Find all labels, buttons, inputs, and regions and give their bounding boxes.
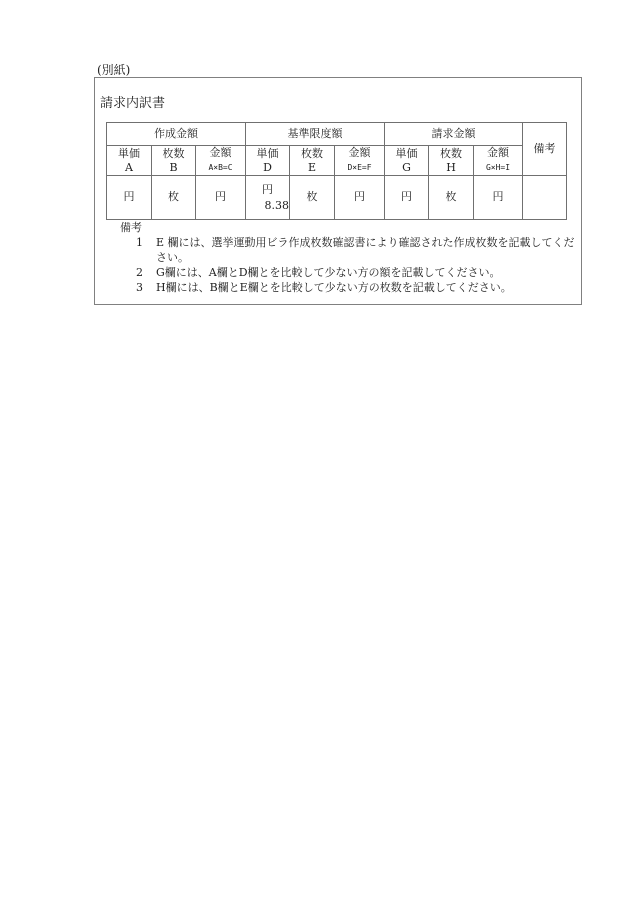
remarks-column-header: 備考 bbox=[523, 123, 567, 176]
cell-b: 枚 bbox=[152, 176, 196, 220]
cell-remarks bbox=[523, 176, 567, 220]
cell-e: 枚 bbox=[290, 176, 335, 220]
value-row bbox=[107, 176, 567, 220]
sub-header-row bbox=[107, 146, 567, 176]
subheader-unit-price-a: 単価 A bbox=[107, 146, 152, 176]
cell-g: 円 bbox=[385, 176, 429, 220]
cell-a: 円 bbox=[107, 176, 152, 220]
remarks-item-text: H欄には、B欄とE欄とを比較して少ない方の枚数を記載してください。 bbox=[156, 281, 512, 294]
subheader-quantity-b: 枚数 B bbox=[152, 146, 196, 176]
cell-d: 円 8.38 bbox=[246, 176, 290, 220]
remarks-item-number: 1 bbox=[136, 236, 143, 249]
group-header-row bbox=[107, 123, 567, 146]
remarks-item-text: E 欄には、選挙運動用ビラ作成枚数確認書により確認された作成枚数を記載してください。 bbox=[156, 236, 575, 264]
subheader-quantity-h: 枚数 H bbox=[429, 146, 474, 176]
group-header-creation-amount: 作成金額 bbox=[107, 123, 246, 146]
remarks-item bbox=[120, 235, 581, 265]
remarks-item bbox=[120, 265, 581, 280]
cell-c: 円 bbox=[196, 176, 246, 220]
subheader-amount-i: 金額 G×H=I bbox=[474, 146, 523, 176]
subheader-amount-f: 金額 D×E=F bbox=[335, 146, 385, 176]
cell-h: 枚 bbox=[429, 176, 474, 220]
remarks-section bbox=[120, 220, 581, 295]
remarks-heading: 備考 bbox=[120, 221, 142, 234]
subheader-unit-price-d: 単価 D bbox=[246, 146, 290, 176]
subheader-amount-c: 金額 A×B=C bbox=[196, 146, 246, 176]
group-header-standard-limit: 基準限度額 bbox=[246, 123, 385, 146]
cell-f: 円 bbox=[335, 176, 385, 220]
appendix-label: (別紙) bbox=[97, 63, 131, 77]
remarks-item-number: 3 bbox=[136, 281, 143, 294]
subheader-unit-price-g: 単価 G bbox=[385, 146, 429, 176]
remarks-item-text: G欄には、A欄とD欄とを比較して少ない方の額を記載してください。 bbox=[156, 266, 501, 279]
document-title: 請求内訳書 bbox=[100, 96, 166, 111]
billing-breakdown-table bbox=[106, 122, 567, 220]
cell-i: 円 bbox=[474, 176, 523, 220]
remarks-item bbox=[120, 280, 581, 295]
group-header-claim-amount: 請求金額 bbox=[385, 123, 523, 146]
subheader-quantity-e: 枚数 E bbox=[290, 146, 335, 176]
remarks-item-number: 2 bbox=[136, 266, 143, 279]
